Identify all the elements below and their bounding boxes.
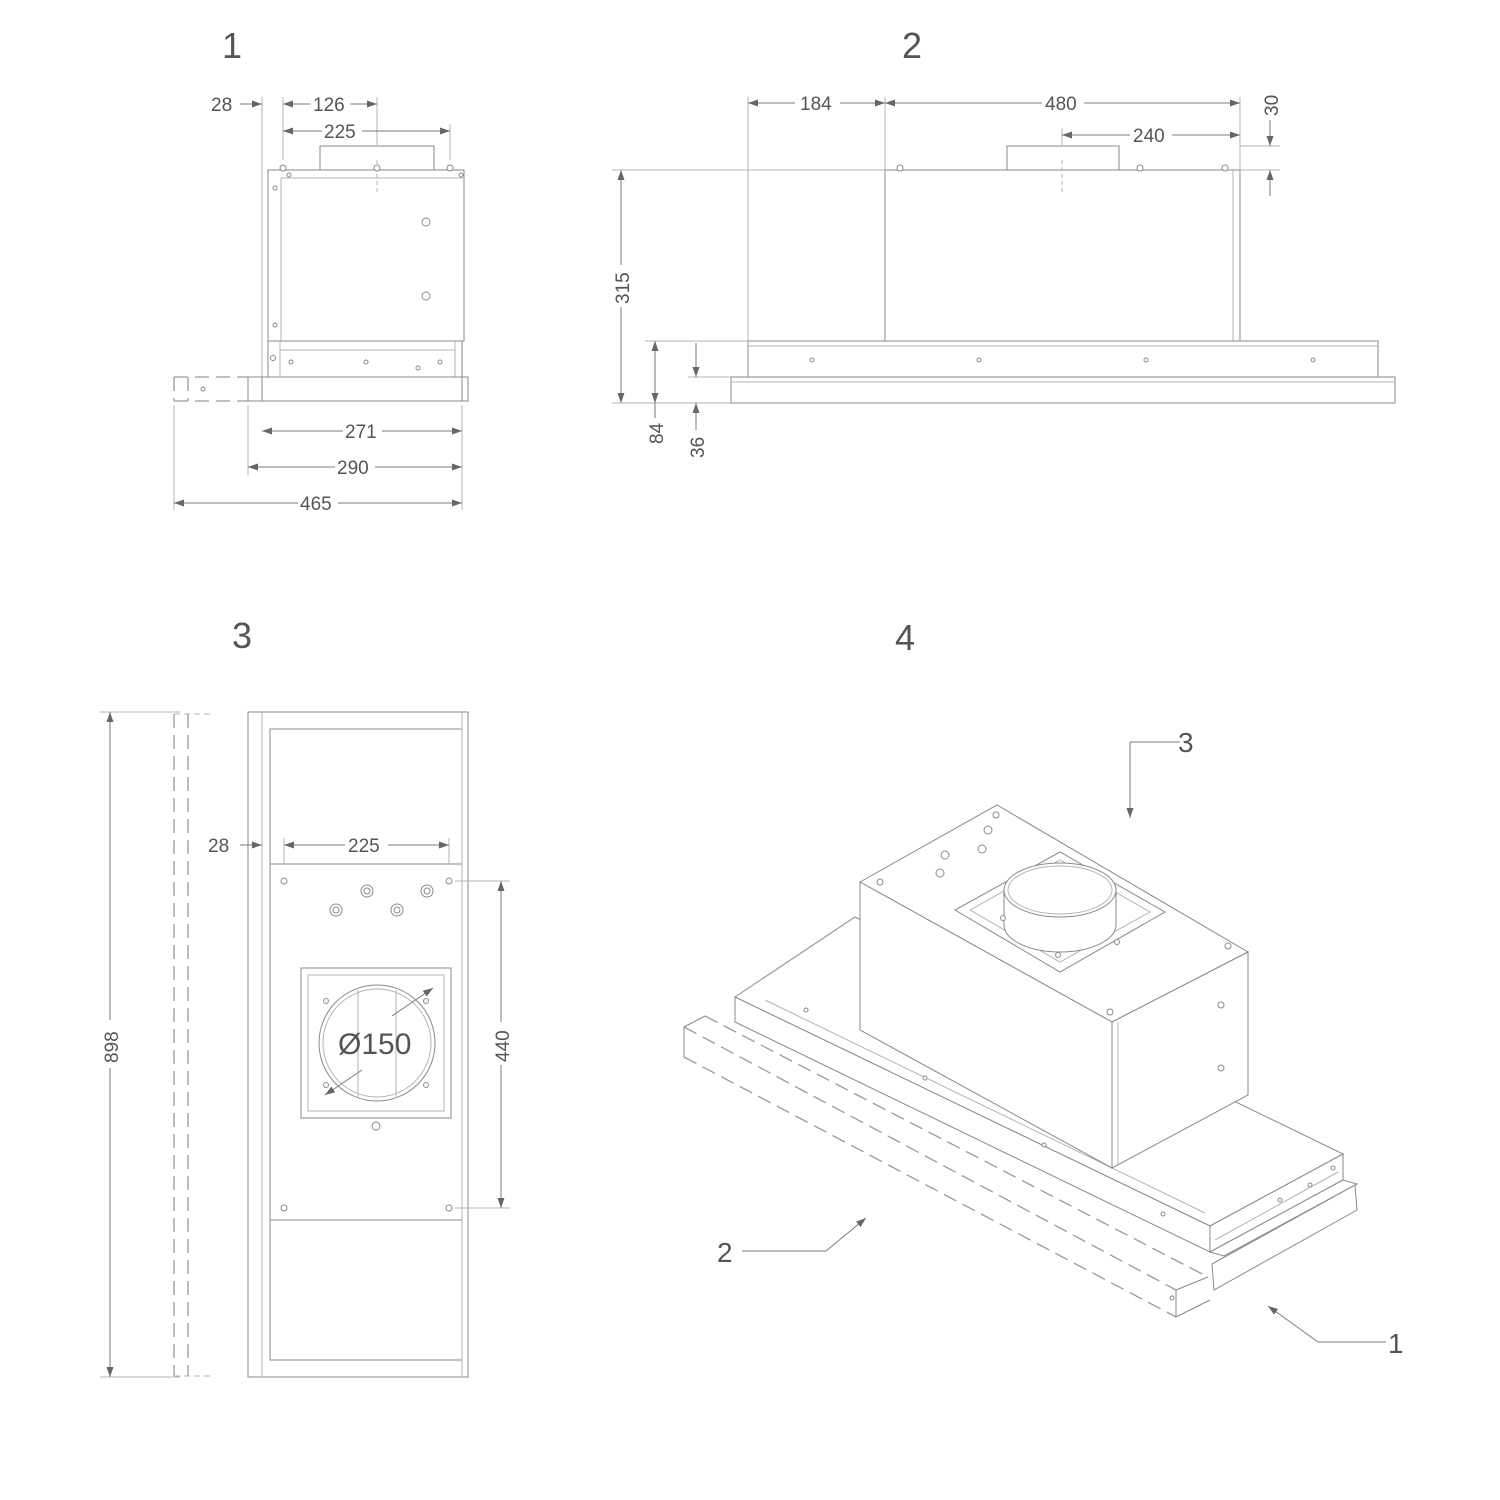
view2-dim-30: 30 — [1262, 94, 1283, 116]
view-3-label: 3 — [232, 615, 253, 656]
view-4-label: 4 — [895, 617, 916, 658]
view2-dim-315: 315 — [613, 272, 634, 304]
view2-dim-184: 184 — [800, 94, 832, 115]
view-3-top-view — [100, 615, 514, 1377]
view3-dim-440: 440 — [493, 1030, 514, 1062]
view1-dim-28: 28 — [211, 95, 233, 116]
view2-dim-84: 84 — [647, 422, 668, 444]
view3-dim-28: 28 — [208, 836, 230, 857]
view4-outlet-cylinder — [1004, 863, 1116, 917]
view1-dim-290: 290 — [337, 458, 369, 479]
view-1-side-view — [174, 25, 468, 515]
view2-motor-box — [885, 170, 1240, 341]
view4-callout-1: 1 — [1388, 1328, 1404, 1359]
view2-dim-36: 36 — [688, 436, 709, 458]
view1-dim-465: 465 — [300, 494, 332, 515]
view1-dim-126: 126 — [313, 95, 345, 116]
view1-dim-225: 225 — [324, 122, 356, 143]
view2-dim-240: 240 — [1133, 126, 1165, 147]
view1-dim-271: 271 — [345, 422, 377, 443]
view1-upper-body — [268, 170, 464, 341]
view2-dim-480: 480 — [1045, 94, 1077, 115]
view-2-front-view — [612, 25, 1395, 458]
view3-dim-diameter-150: Ø150 — [338, 1028, 412, 1061]
view4-callout-3: 3 — [1178, 727, 1194, 758]
view2-visor — [731, 377, 1395, 403]
view4-callout-2: 2 — [717, 1237, 733, 1268]
view2-outlet-collar — [1007, 146, 1119, 170]
view-1-label: 1 — [222, 25, 243, 66]
view3-dim-898: 898 — [102, 1031, 123, 1063]
view3-dim-225: 225 — [348, 836, 380, 857]
view-4-isometric-view — [684, 617, 1404, 1359]
view1-visor-panel — [248, 377, 468, 401]
view1-lower-frame — [268, 341, 462, 377]
view-2-label: 2 — [902, 25, 923, 66]
